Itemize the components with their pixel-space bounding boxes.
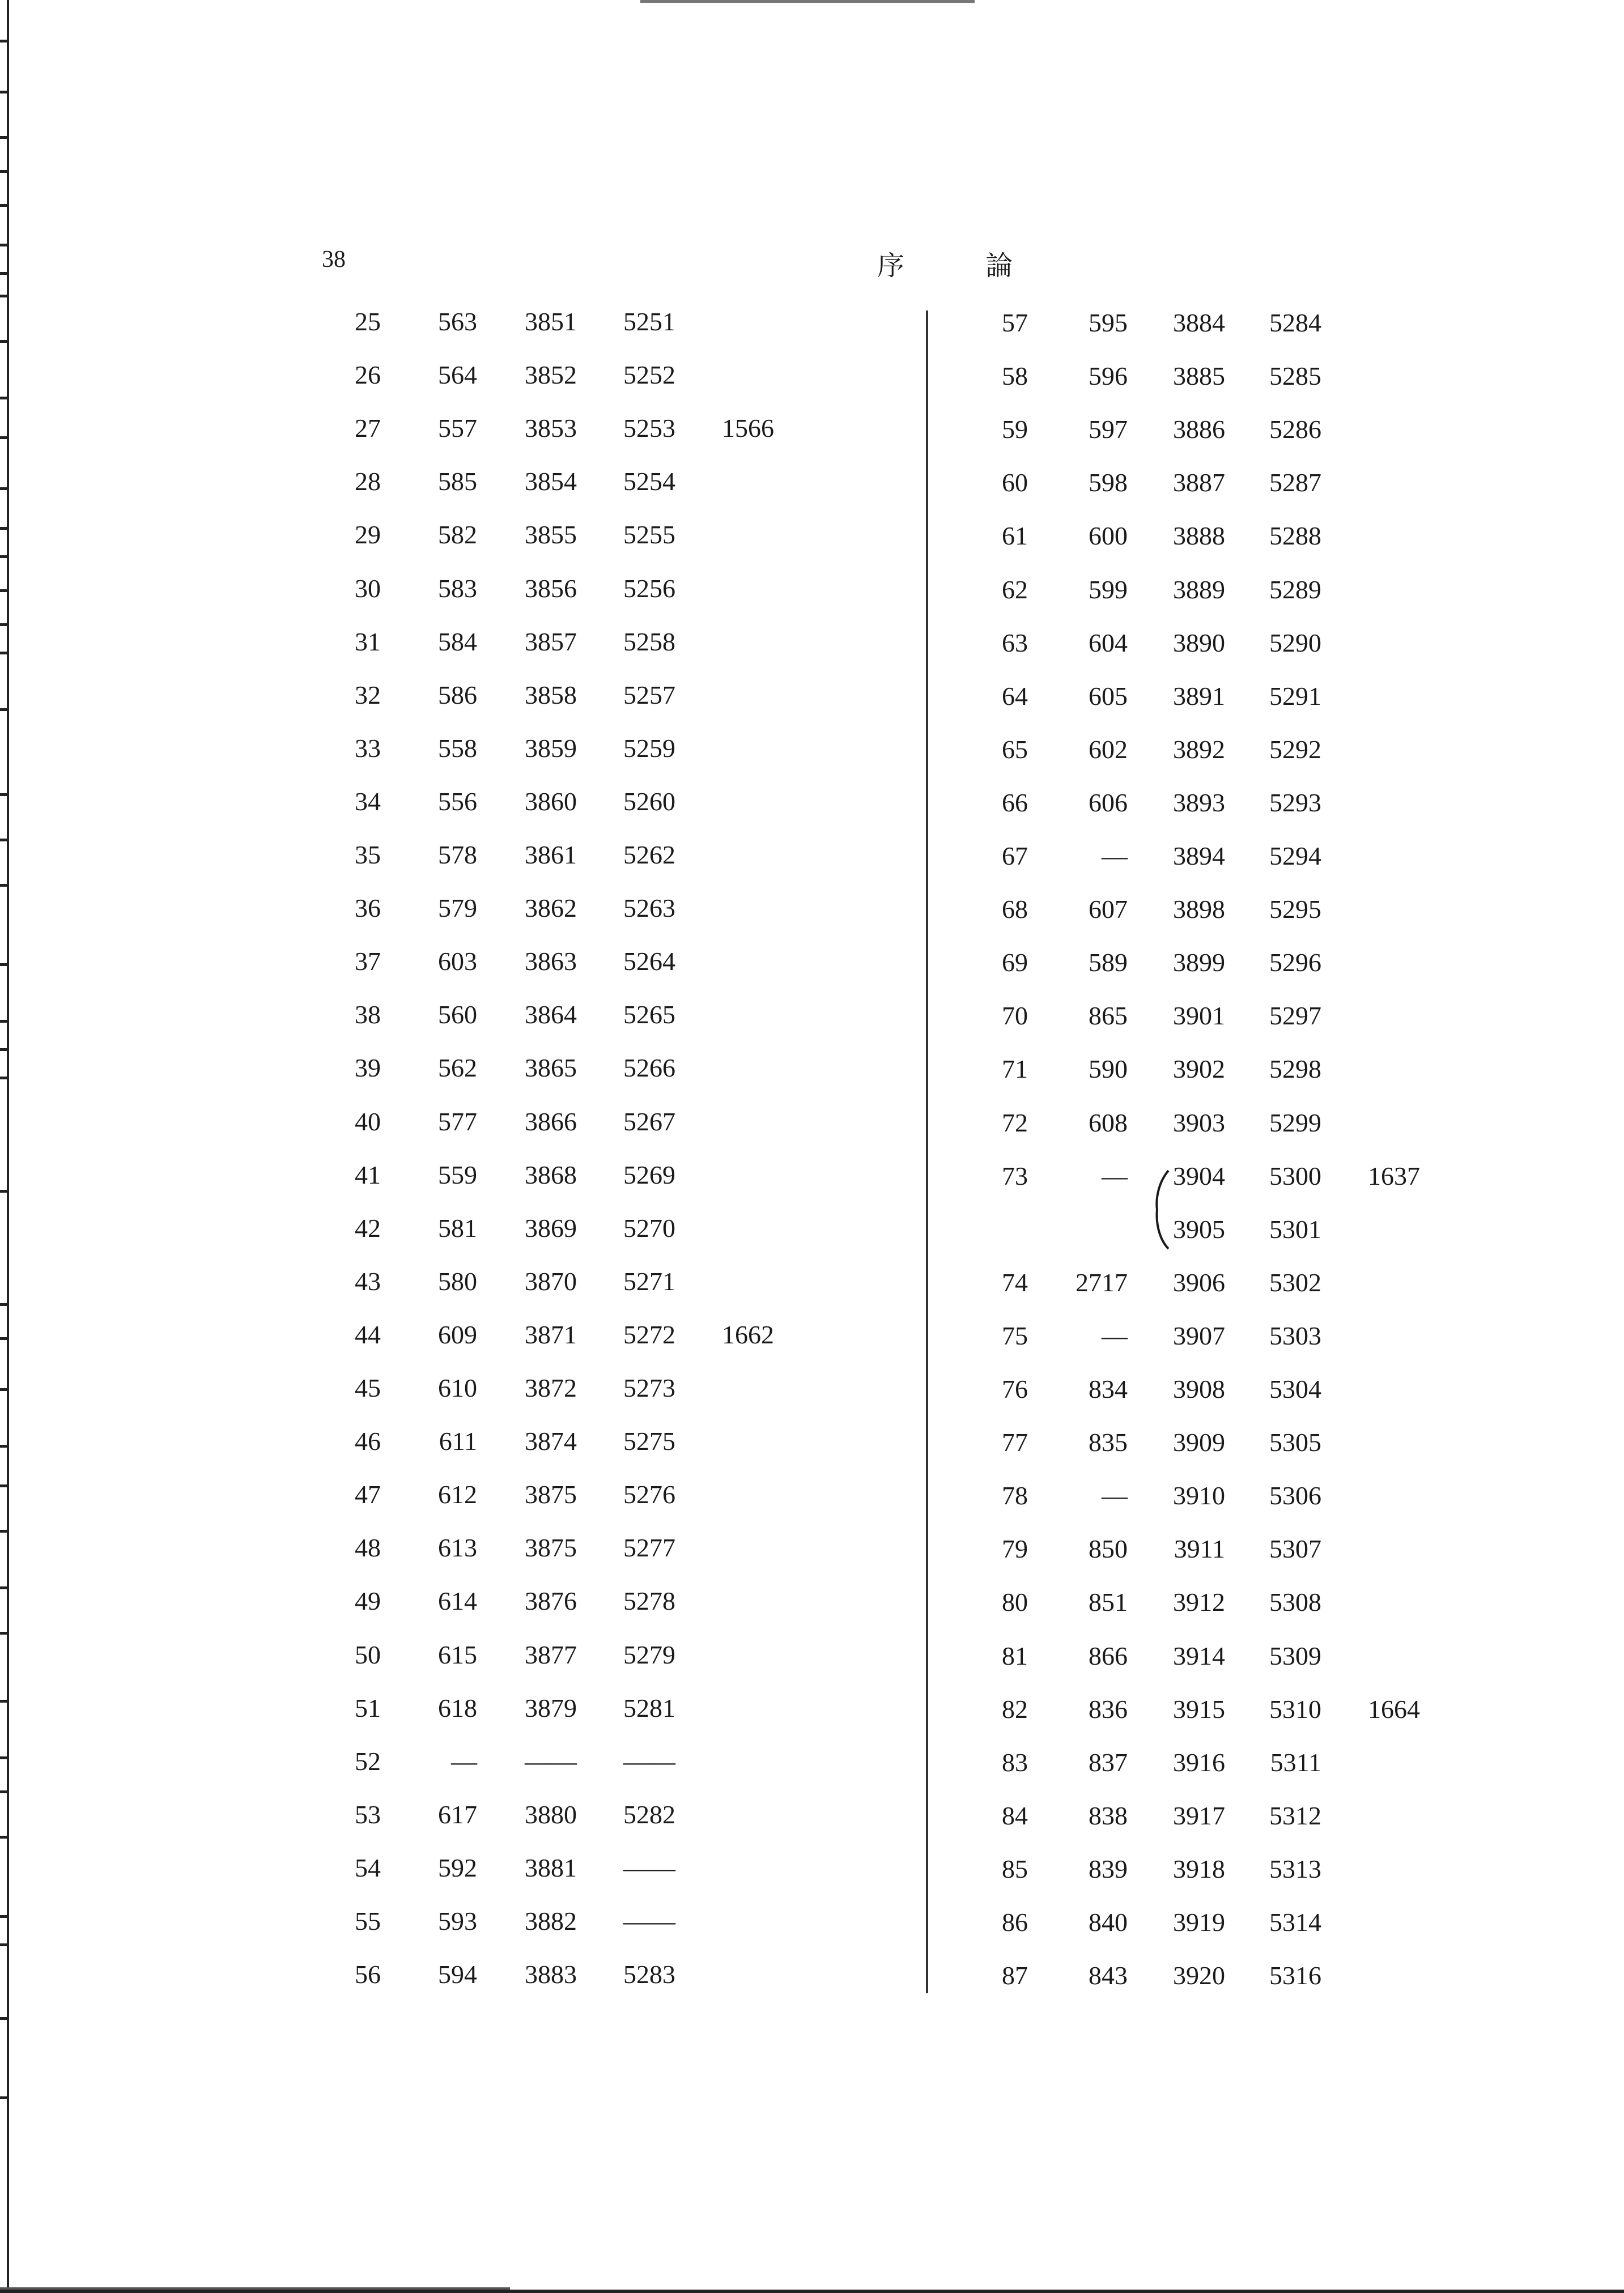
no-cell: 27 [355, 414, 381, 443]
number-a-cell: 594 [438, 1960, 477, 1989]
number-a-cell: 618 [438, 1693, 477, 1722]
number-c-cell: 5251 [623, 307, 675, 336]
number-c-cell: —— [623, 1907, 675, 1935]
number-a-cell: 577 [438, 1107, 477, 1136]
number-a-cell: 579 [438, 894, 477, 923]
number-c-cell: 5309 [1269, 1641, 1321, 1670]
number-a-cell: 603 [438, 947, 477, 976]
number-a-cell: 564 [438, 360, 477, 390]
no-cell: 36 [355, 894, 381, 923]
number-c-cell: 5284 [1269, 308, 1321, 337]
number-a-cell: 606 [1089, 788, 1128, 817]
no-cell: 83 [1002, 1747, 1028, 1777]
number-b-cell: 3909 [1173, 1428, 1225, 1457]
no-cell: 72 [1002, 1108, 1028, 1137]
number-b-cell: 3863 [525, 947, 577, 976]
no-cell: 47 [355, 1480, 381, 1509]
number-b-cell: 3902 [1173, 1054, 1225, 1084]
no-cell: 41 [355, 1160, 381, 1189]
no-cell: 73 [1002, 1161, 1028, 1190]
number-b-cell: 3853 [525, 414, 577, 443]
number-a-cell: 558 [438, 733, 477, 763]
no-cell: 75 [1002, 1321, 1028, 1350]
number-a-cell: 610 [438, 1373, 477, 1402]
number-b-cell: 3898 [1173, 895, 1225, 924]
number-a-cell: — [451, 1746, 477, 1776]
number-c-cell: 5258 [623, 627, 675, 656]
note-cell: 1637 [1368, 1161, 1420, 1190]
number-b-cell: 3880 [525, 1799, 577, 1829]
no-cell: 87 [1002, 1961, 1028, 1990]
number-c-cell: 5314 [1269, 1908, 1321, 1937]
no-cell: 32 [355, 680, 381, 709]
no-cell: 34 [355, 786, 381, 816]
number-b-cell: 3887 [1173, 468, 1225, 497]
no-cell: 29 [355, 520, 381, 550]
no-cell: 56 [355, 1960, 381, 1989]
no-cell: 52 [355, 1746, 381, 1776]
number-b-cell: 3872 [525, 1373, 577, 1402]
number-a-cell: 840 [1089, 1908, 1128, 1937]
number-b-cell: 3919 [1173, 1908, 1225, 1937]
number-a-cell: 835 [1089, 1428, 1128, 1457]
number-a-cell: 559 [438, 1160, 477, 1189]
number-b-cell: 3907 [1173, 1321, 1225, 1350]
number-b-cell: 3917 [1173, 1801, 1225, 1830]
number-c-cell: 5287 [1269, 468, 1321, 497]
no-cell: 79 [1002, 1534, 1028, 1564]
no-cell: 37 [355, 947, 381, 976]
number-b-cell: 3893 [1173, 788, 1225, 817]
number-b-cell: 3905 [1173, 1214, 1225, 1244]
number-c-cell: 5286 [1269, 415, 1321, 444]
number-b-cell: 3920 [1173, 1961, 1225, 1990]
no-cell: 59 [1002, 415, 1028, 444]
no-cell: 85 [1002, 1854, 1028, 1883]
number-a-cell: 592 [438, 1853, 477, 1882]
number-c-cell: 5290 [1269, 628, 1321, 657]
no-cell: 30 [355, 573, 381, 603]
number-a-cell: 613 [438, 1533, 477, 1563]
number-b-cell: 3882 [525, 1907, 577, 1935]
number-c-cell: 5316 [1269, 1961, 1321, 1990]
number-b-cell: 3875 [525, 1533, 577, 1563]
number-b-cell: 3866 [525, 1107, 577, 1136]
number-a-cell: 2717 [1075, 1267, 1128, 1297]
number-c-cell: 5275 [623, 1427, 675, 1456]
number-b-cell: 3852 [525, 360, 577, 390]
number-b-cell: 3884 [1173, 308, 1225, 337]
number-a-cell: 839 [1089, 1854, 1128, 1883]
number-c-cell: 5307 [1269, 1534, 1321, 1564]
number-a-cell: 556 [438, 786, 477, 816]
number-a-cell: 838 [1089, 1801, 1128, 1830]
number-a-cell: 615 [438, 1640, 477, 1669]
number-c-cell: 5265 [623, 1000, 675, 1029]
number-a-cell: 617 [438, 1799, 477, 1829]
no-cell: 68 [1002, 895, 1028, 924]
number-a-cell: 614 [438, 1586, 477, 1616]
number-a-cell: 597 [1089, 415, 1128, 444]
number-b-cell: 3854 [525, 467, 577, 496]
no-cell: 76 [1002, 1375, 1028, 1403]
number-c-cell: 5303 [1269, 1321, 1321, 1350]
number-a-cell: 604 [1089, 628, 1128, 657]
no-cell: 28 [355, 467, 381, 496]
number-b-cell: 3908 [1173, 1375, 1225, 1403]
number-c-cell: 5288 [1269, 521, 1321, 551]
number-b-cell: 3906 [1173, 1267, 1225, 1297]
number-a-cell: 580 [438, 1266, 477, 1296]
number-c-cell: 5295 [1269, 895, 1321, 924]
number-c-cell: 5272 [623, 1320, 675, 1349]
number-a-cell: 582 [438, 520, 477, 550]
number-b-cell: 3899 [1173, 948, 1225, 977]
number-c-cell: 5308 [1269, 1588, 1321, 1617]
number-b-cell: 3875 [525, 1480, 577, 1509]
number-b-cell: 3889 [1173, 575, 1225, 604]
number-c-cell: 5294 [1269, 841, 1321, 870]
number-b-cell: 3901 [1173, 1001, 1225, 1031]
scan-edge-top [640, 0, 975, 3]
number-a-cell: 836 [1089, 1694, 1128, 1724]
number-b-cell: 3857 [525, 627, 577, 656]
number-c-cell: 5291 [1269, 681, 1321, 711]
number-a-cell: 595 [1089, 308, 1128, 337]
no-cell: 49 [355, 1586, 381, 1616]
number-b-cell: 3859 [525, 733, 577, 763]
number-b-cell: 3860 [525, 786, 577, 816]
number-c-cell: 5300 [1269, 1161, 1321, 1190]
number-a-cell: 602 [1089, 734, 1128, 764]
number-c-cell: 5293 [1269, 788, 1321, 817]
no-cell: 38 [355, 1000, 381, 1029]
number-a-cell: 578 [438, 840, 477, 869]
number-c-cell: 5311 [1270, 1747, 1321, 1777]
number-a-cell: 843 [1089, 1961, 1128, 1990]
running-title: 序 論 [877, 250, 1049, 282]
number-b-cell: 3864 [525, 1000, 577, 1029]
no-cell: 63 [1002, 628, 1028, 657]
number-c-cell: 5263 [623, 894, 675, 923]
number-b-cell: 3851 [525, 307, 577, 336]
no-cell: 62 [1002, 575, 1028, 604]
number-a-cell: 586 [438, 680, 477, 709]
scan-edge-bottom [0, 2286, 1624, 2293]
no-cell: 66 [1002, 788, 1028, 817]
number-b-cell: 3868 [525, 1160, 577, 1189]
number-c-cell: 5301 [1269, 1214, 1321, 1244]
number-a-cell: 851 [1089, 1588, 1128, 1617]
number-a-cell: 590 [1089, 1054, 1128, 1084]
no-cell: 80 [1002, 1588, 1028, 1617]
no-cell: 50 [355, 1640, 381, 1669]
number-a-cell: 563 [438, 307, 477, 336]
column-divider [926, 310, 928, 1993]
number-b-cell: 3862 [525, 894, 577, 923]
number-b-cell: 3904 [1173, 1161, 1225, 1190]
no-cell: 55 [355, 1907, 381, 1935]
number-b-cell: 3874 [525, 1427, 577, 1456]
number-a-cell: 557 [438, 414, 477, 443]
number-b-cell: 3856 [525, 573, 577, 603]
number-a-cell: — [1102, 841, 1128, 870]
number-b-cell: 3870 [525, 1266, 577, 1296]
number-c-cell: 5312 [1269, 1801, 1321, 1830]
number-c-cell: 5279 [623, 1640, 675, 1669]
note-cell: 1662 [722, 1320, 774, 1349]
number-c-cell: 5289 [1269, 575, 1321, 604]
no-cell: 25 [355, 307, 381, 336]
number-a-cell: 598 [1089, 468, 1128, 497]
number-a-cell: 837 [1089, 1747, 1128, 1777]
no-cell: 74 [1002, 1267, 1028, 1297]
number-a-cell: 583 [438, 573, 477, 603]
number-b-cell: 3903 [1173, 1108, 1225, 1137]
number-c-cell: 5260 [623, 786, 675, 816]
number-c-cell: 5270 [623, 1213, 675, 1243]
number-a-cell: 562 [438, 1053, 477, 1083]
number-b-cell: —— [525, 1746, 577, 1776]
number-a-cell: — [1102, 1321, 1128, 1350]
no-cell: 86 [1002, 1908, 1028, 1937]
no-cell: 46 [355, 1427, 381, 1456]
number-a-cell: 596 [1089, 361, 1128, 391]
number-b-cell: 3912 [1173, 1588, 1225, 1617]
no-cell: 45 [355, 1373, 381, 1402]
number-b-cell: 3883 [525, 1960, 577, 1989]
no-cell: 40 [355, 1107, 381, 1136]
number-a-cell: 581 [438, 1213, 477, 1243]
no-cell: 67 [1002, 841, 1028, 870]
number-a-cell: 607 [1089, 895, 1128, 924]
number-c-cell: 5305 [1269, 1428, 1321, 1457]
number-c-cell: 5298 [1269, 1054, 1321, 1084]
number-c-cell: 5285 [1269, 361, 1321, 391]
number-b-cell: 3918 [1173, 1854, 1225, 1883]
number-c-cell: 5252 [623, 360, 675, 390]
number-c-cell: 5277 [623, 1533, 675, 1563]
number-b-cell: 3914 [1173, 1641, 1225, 1670]
no-cell: 44 [355, 1320, 381, 1349]
number-b-cell: 3885 [1173, 361, 1225, 391]
number-a-cell: 593 [438, 1907, 477, 1935]
number-a-cell: 584 [438, 627, 477, 656]
number-c-cell: 5259 [623, 733, 675, 763]
number-c-cell: 5256 [623, 573, 675, 603]
number-a-cell: 834 [1089, 1375, 1128, 1403]
no-cell: 58 [1002, 361, 1028, 391]
number-a-cell: 605 [1089, 681, 1128, 711]
number-b-cell: 3877 [525, 1640, 577, 1669]
no-cell: 65 [1002, 734, 1028, 764]
number-c-cell: —— [623, 1746, 675, 1776]
number-c-cell: 5299 [1269, 1108, 1321, 1137]
number-c-cell: 5292 [1269, 734, 1321, 764]
number-c-cell: 5283 [623, 1960, 675, 1989]
no-cell: 26 [355, 360, 381, 390]
no-cell: 81 [1002, 1641, 1028, 1670]
note-cell: 1566 [722, 414, 774, 443]
no-cell: 39 [355, 1053, 381, 1083]
number-a-cell: 865 [1089, 1001, 1128, 1031]
number-a-cell: — [1102, 1161, 1128, 1190]
number-a-cell: 585 [438, 467, 477, 496]
number-c-cell: 5254 [623, 467, 675, 496]
number-b-cell: 3861 [525, 840, 577, 869]
no-cell: 69 [1002, 948, 1028, 977]
number-c-cell: 5282 [623, 1799, 675, 1829]
number-a-cell: — [1102, 1481, 1128, 1511]
no-cell: 71 [1002, 1054, 1028, 1084]
number-a-cell: 599 [1089, 575, 1128, 604]
page-number: 38 [322, 246, 346, 273]
no-cell: 78 [1002, 1481, 1028, 1511]
number-c-cell: 5269 [623, 1160, 675, 1189]
number-b-cell: 3881 [525, 1853, 577, 1882]
number-a-cell: 611 [439, 1427, 477, 1456]
number-a-cell: 608 [1089, 1108, 1128, 1137]
number-b-cell: 3891 [1173, 681, 1225, 711]
number-b-cell: 3869 [525, 1213, 577, 1243]
number-c-cell: 5262 [623, 840, 675, 869]
number-c-cell: 5273 [623, 1373, 675, 1402]
number-a-cell: 612 [438, 1480, 477, 1509]
number-a-cell: 600 [1089, 521, 1128, 551]
no-cell: 35 [355, 840, 381, 869]
number-b-cell: 3871 [525, 1320, 577, 1349]
number-c-cell: 5253 [623, 414, 675, 443]
number-c-cell: 5296 [1269, 948, 1321, 977]
number-a-cell: 589 [1089, 948, 1128, 977]
number-b-cell: 3890 [1173, 628, 1225, 657]
number-c-cell: —— [623, 1853, 675, 1882]
number-b-cell: 3876 [525, 1586, 577, 1616]
number-b-cell: 3910 [1173, 1481, 1225, 1511]
number-b-cell: 3855 [525, 520, 577, 550]
no-cell: 60 [1002, 468, 1028, 497]
number-b-cell: 3879 [525, 1693, 577, 1722]
number-a-cell: 609 [438, 1320, 477, 1349]
no-cell: 48 [355, 1533, 381, 1563]
scan-edge-left [0, 0, 12, 2293]
number-c-cell: 5281 [623, 1693, 675, 1722]
number-c-cell: 5304 [1269, 1375, 1321, 1403]
number-b-cell: 3916 [1173, 1747, 1225, 1777]
number-b-cell: 3911 [1174, 1534, 1225, 1564]
no-cell: 54 [355, 1853, 381, 1882]
no-cell: 77 [1002, 1428, 1028, 1457]
number-c-cell: 5313 [1269, 1854, 1321, 1883]
no-cell: 70 [1002, 1001, 1028, 1031]
number-a-cell: 866 [1089, 1641, 1128, 1670]
number-c-cell: 5278 [623, 1586, 675, 1616]
number-c-cell: 5266 [623, 1053, 675, 1083]
number-c-cell: 5271 [623, 1266, 675, 1296]
number-b-cell: 3865 [525, 1053, 577, 1083]
no-cell: 64 [1002, 681, 1028, 711]
number-a-cell: 560 [438, 1000, 477, 1029]
number-b-cell: 3888 [1173, 521, 1225, 551]
number-b-cell: 3858 [525, 680, 577, 709]
no-cell: 82 [1002, 1694, 1028, 1724]
no-cell: 51 [355, 1693, 381, 1722]
number-c-cell: 5257 [623, 680, 675, 709]
no-cell: 33 [355, 733, 381, 763]
no-cell: 61 [1002, 521, 1028, 551]
no-cell: 84 [1002, 1801, 1028, 1830]
number-c-cell: 5310 [1269, 1694, 1321, 1724]
brace-bracket [1154, 1167, 1171, 1252]
no-cell: 43 [355, 1266, 381, 1296]
number-c-cell: 5264 [623, 947, 675, 976]
no-cell: 31 [355, 627, 381, 656]
number-c-cell: 5302 [1269, 1267, 1321, 1297]
number-c-cell: 5306 [1269, 1481, 1321, 1511]
no-cell: 53 [355, 1799, 381, 1829]
no-cell: 42 [355, 1213, 381, 1243]
number-b-cell: 3886 [1173, 415, 1225, 444]
number-c-cell: 5276 [623, 1480, 675, 1509]
number-b-cell: 3892 [1173, 734, 1225, 764]
note-cell: 1664 [1368, 1694, 1420, 1724]
number-c-cell: 5255 [623, 520, 675, 550]
number-c-cell: 5267 [623, 1107, 675, 1136]
number-b-cell: 3915 [1173, 1694, 1225, 1724]
number-c-cell: 5297 [1269, 1001, 1321, 1031]
number-a-cell: 850 [1089, 1534, 1128, 1564]
number-b-cell: 3894 [1173, 841, 1225, 870]
no-cell: 57 [1002, 308, 1028, 337]
